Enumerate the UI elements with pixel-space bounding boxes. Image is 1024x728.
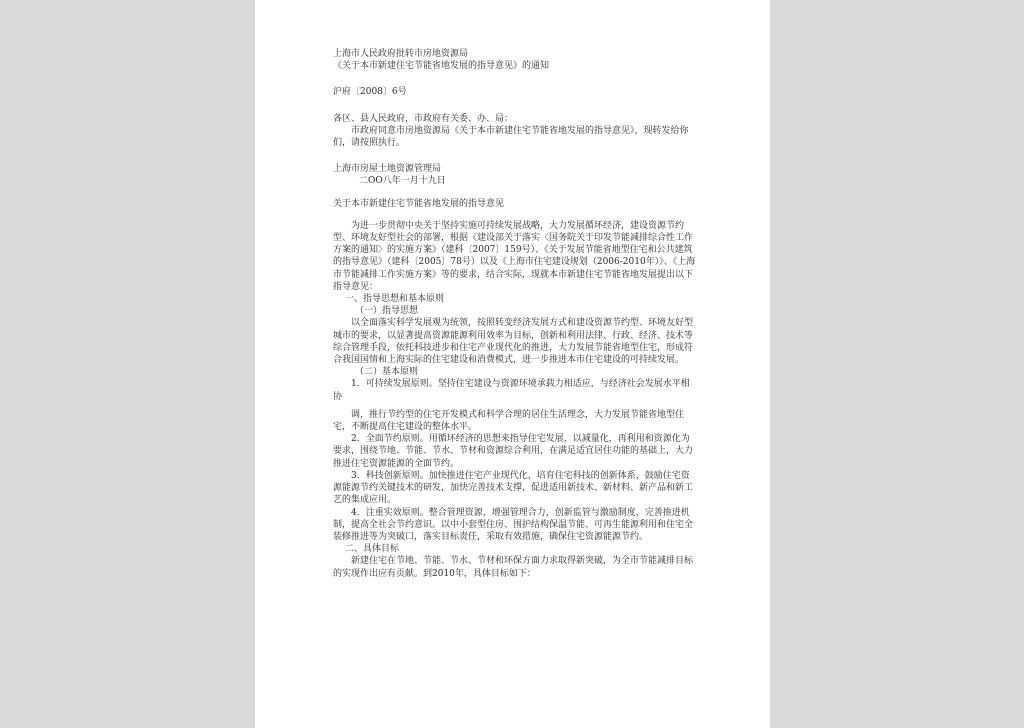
guiding-paragraph: 以全面落实科学发展观为统领，按照转变经济发展方式和建设资源节约型、环境友好型城市的要求，以显著提高资源能源利用效率为目标，创新和利用法律、行政、经济、技术等综合管理手段，依托科技进步和住宅产业现代化的推进，大力发展节能省地型住宅，形成符合我国国情和上海实际的住宅建设和消费模式，进一步推进本市住宅建设的可持续发展。: [333, 318, 694, 366]
principle-1-start: 1．可持续发展原则。坚持住宅建设与资源环境承载力相适应，与经济社会发展水平相协: [333, 379, 690, 402]
issuer: 上海市房屋土地资源管理局: [333, 164, 442, 175]
subsection-principles-heading: （二）基本原则: [355, 367, 419, 378]
doc-header-line-2: 《关于本市新建住宅节能省地发展的指导意见》的通知: [333, 61, 550, 72]
document-page: [255, 0, 770, 728]
notice-body: 市政府同意市房地资源局《关于本市新建住宅节能省地发展的指导意见》，现转发给你们，请按照执行。: [333, 125, 689, 149]
issue-date: 二OO八年一月十九日: [359, 176, 446, 187]
section-heading-2: 二、具体目标: [345, 544, 400, 555]
subsection-guiding-heading: （一）指导思想: [355, 306, 419, 317]
principle-2: 2．全面节约原则。用循环经济的思想来指导住宅发展，以减量化，再利用和资源化为要求，围绕节地、节能、节水、节材和资源综合利用，在满足适宜居住功能的基础上，大力推进住宅资源能源的全面节约。: [333, 434, 694, 469]
principle-4: 4．注重实效原则。整合管理资源，增强管理合力，创新监管与激励制度，完善推进机制，提高全社会节约意识。以中小套型住房、围护结构保温节能、可再生能源利用和住宅全装修推进等为突破口，落实目标责任，采取有效措施，确保住宅资源能源节约。: [333, 507, 694, 542]
document-body: [333, 48, 697, 580]
principle-1-cont: 调，推行节约型的住宅开发模式和科学合理的居住生活理念，大力发展节能省地型住宅，不断提高住宅建设的整体水平。: [333, 409, 685, 433]
intro-paragraph: 为进一步贯彻中央关于坚持实施可持续发展战略，大力发展循环经济，建设资源节约型、环境友好型社会的部署，根据《建设部关于落实〈国务院关于印发节能减排综合性工作方案的通知〉的实施方案》（建科〔2007〕159号）、《关于发展节能省地型住宅和公共建筑的指导意见》（建科〔2005〕78号）以及《上海市住宅建设规划（2006-2010年）》、《上海市节能减排工作实施方案》等的要求，结合实际，现就本市新建住宅节能省地发展提出以下指导意见：: [333, 220, 696, 292]
document-title: 关于本市新建住宅节能省地发展的指导意见: [333, 198, 505, 209]
salutation: 各区、县人民政府，市政府有关委、办、局：: [333, 113, 514, 124]
doc-header-line-1: 上海市人民政府批转市房地资源局: [333, 49, 469, 59]
doc-number: 沪府〔2008〕6号: [333, 87, 407, 98]
section-heading-1: 一、指导思想和基本原则: [345, 294, 445, 305]
principle-3: 3．科技创新原则。加快推进住宅产业现代化，培育住宅科技的创新体系，鼓励住宅资源能源节约关键技术的研发，加快完善技术支撑，促进适用新技术、新材料、新产品和新工艺的集成应用。: [333, 470, 694, 506]
targets-paragraph: 新建住宅在节地、节能、节水、节材和环保方面力求取得新突破，为全市节能减排目标的实现作出应有贡献。到2010年，具体目标如下：: [333, 556, 694, 579]
